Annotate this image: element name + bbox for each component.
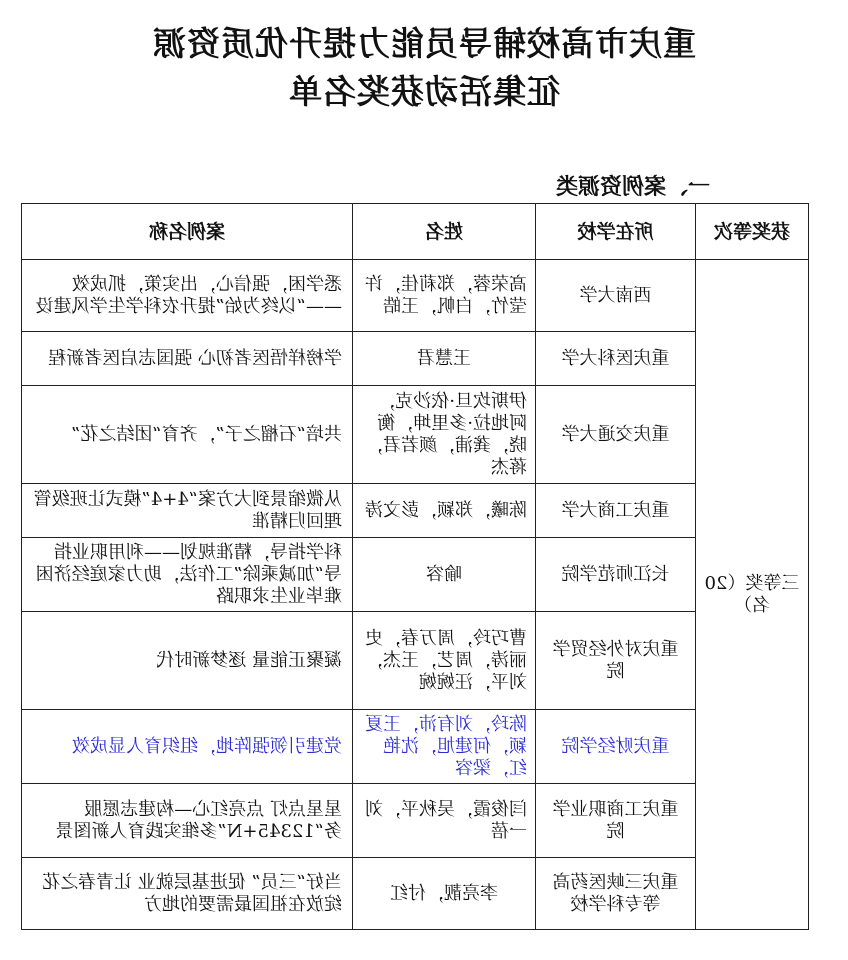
names-cell: 王慧君 [353,332,536,386]
header-school: 所在学校 [536,204,696,260]
school-cell: 重庆财经学院 [536,710,696,784]
school-cell: 长江师范学院 [536,538,696,612]
case-cell: 凝聚正能量 逐梦新时代 [22,612,353,710]
school-cell: 重庆三峡医药高等专科学校 [536,858,696,930]
award-table [21,203,809,930]
header-case: 案例名称 [22,204,353,260]
case-cell: 学榜样悟医者初心 强国志启医者新程 [22,332,353,386]
names-cell: 高荣蓉，郑莉佳，许莹竹，白帆，王皓 [353,260,536,332]
school-cell: 西南大学 [536,260,696,332]
school-cell: 重庆工商职业学院 [536,784,696,858]
names-cell: 伊斯坎旦·依沙克，阿地拉·多里坤，衡晓，龚浦，颜若君，蒋杰 [353,386,536,484]
header-rank: 获奖等次 [696,204,809,260]
table-row [22,710,809,784]
case-cell: 从微缩景到大方案“4+4”模式让班级管理回归精准 [22,484,353,538]
document-title-line-2: 征集活动获奖名单 [288,72,560,111]
case-cell: 悉学困，强信心，出实策，抓成效——“以终为始”提升农科学生学风建设 [22,260,353,332]
names-cell: 曹巧玲，周万春，史丽涛，周艺，王杰，刘平，汪婉婉 [353,612,536,710]
table-row [22,612,809,710]
table-row [22,858,809,930]
table-row [22,784,809,858]
section-heading: 一、案例资源类 [555,175,710,200]
names-cell: 陈玲，刘有沛，王夏颖，何建旭，沈艳红，梁容 [353,710,536,784]
table-row [22,386,809,484]
award-rank-cell: 三等奖（20名） [696,260,809,930]
school-cell: 重庆对外经贸学院 [536,612,696,710]
table-row [22,538,809,612]
names-cell: 陈曦，郑颖，彭文涛 [353,484,536,538]
school-cell: 重庆交通大学 [536,386,696,484]
case-cell: 当好“三员” 促进基层就业 让青春之花绽放在祖国最需要的地方 [22,858,353,930]
document-title-line-1: 重庆市高校辅导员能力提升优质资源 [152,24,696,63]
table-row [22,484,809,538]
table-row [22,332,809,386]
names-cell: 喻容 [353,538,536,612]
case-cell: 共培“石榴之子”，齐育“团结之花” [22,386,353,484]
case-cell: 科学指导，精准规划——利用职业指导“加减乘除”工作法，助力家庭经济困难毕业生求职路 [22,538,353,612]
school-cell: 重庆工商大学 [536,484,696,538]
table-row [22,260,809,332]
school-cell: 重庆医科大学 [536,332,696,386]
table-header-row [22,204,809,260]
case-cell: 星星点灯 点亮红心—构建志愿服务“12345+N”多维实践育人新图景 [22,784,353,858]
header-names: 姓名 [353,204,536,260]
names-cell: 李亮靓，付红 [353,858,536,930]
names-cell: 闫俊霞，吴秋平，刘一蓓 [353,784,536,858]
case-cell: 党建引领强阵地，组织育人显成效 [22,710,353,784]
